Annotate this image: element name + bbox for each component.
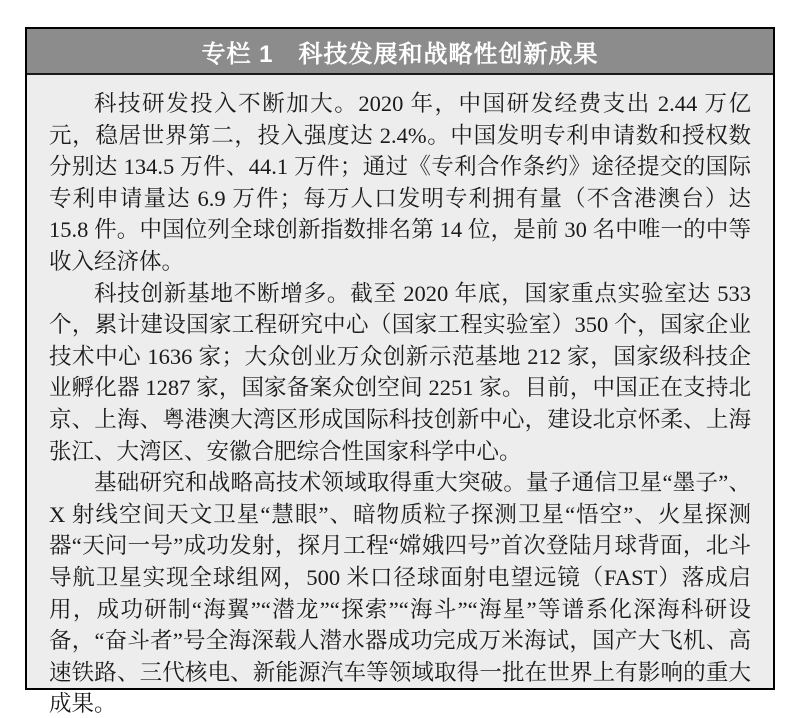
paragraph-rd-investment: 科技研发投入不断加大。2020 年，中国研发经费支出 2.44 万亿元，稳居世界第二，投入强度达 2.4%。中国发明专利申请数和授权数分别达 134.5 万件、44.1 万件；通过《专利合作条约》途径提交的国际专利申请量达 6.9 万件；每万人口发明专利拥有量（不含港澳台）达 15.8 件。中国位列全球创新指数排名第 14 位，是前 30 名中唯一的中等收入经济体。 bbox=[49, 91, 751, 274]
column-box-panel bbox=[25, 27, 775, 717]
panel-title: 专栏 1 科技发展和战略性创新成果 bbox=[201, 40, 599, 68]
paragraph-breakthroughs: 基础研究和战略高技术领域取得重大突破。量子通信卫星“墨子”、X 射线空间天文卫星“慧眼”、暗物质粒子探测卫星“悟空”、火星探测器“天问一号”成功发射，探月工程“嫦娥四号”首次登陆月球背面，北斗导航卫星实现全球组网，500 米口径球面射电望远镜（FAST）落成启用，成功研制“海翼”“潜龙”“探索”“海斗”“海星”等谱系化深海科研设备，“奋斗者”号全海深载人潜水器成功完成万米海试，国产大飞机、高速铁路、三代核电、新能源汽车等领域取得一批在世界上有影响的重大成果。 bbox=[49, 470, 751, 717]
paragraph-innovation-bases: 科技创新基地不断增多。截至 2020 年底，国家重点实验室达 533 个，累计建设国家工程研究中心（国家工程实验室）350 个，国家企业技术中心 1636 家；大众创业万众创新示范基地 212 家，国家级科技企业孵化器 1287 家，国家备案众创空间 2251 家。目前，中国正在支持北京、上海、粤港澳大湾区形成国际科技创新中心，建设北京怀柔、上海张江、大湾区、安徽合肥综合性国家科学中心。 bbox=[49, 280, 751, 464]
panel-header bbox=[27, 29, 773, 75]
panel-body bbox=[27, 75, 773, 718]
